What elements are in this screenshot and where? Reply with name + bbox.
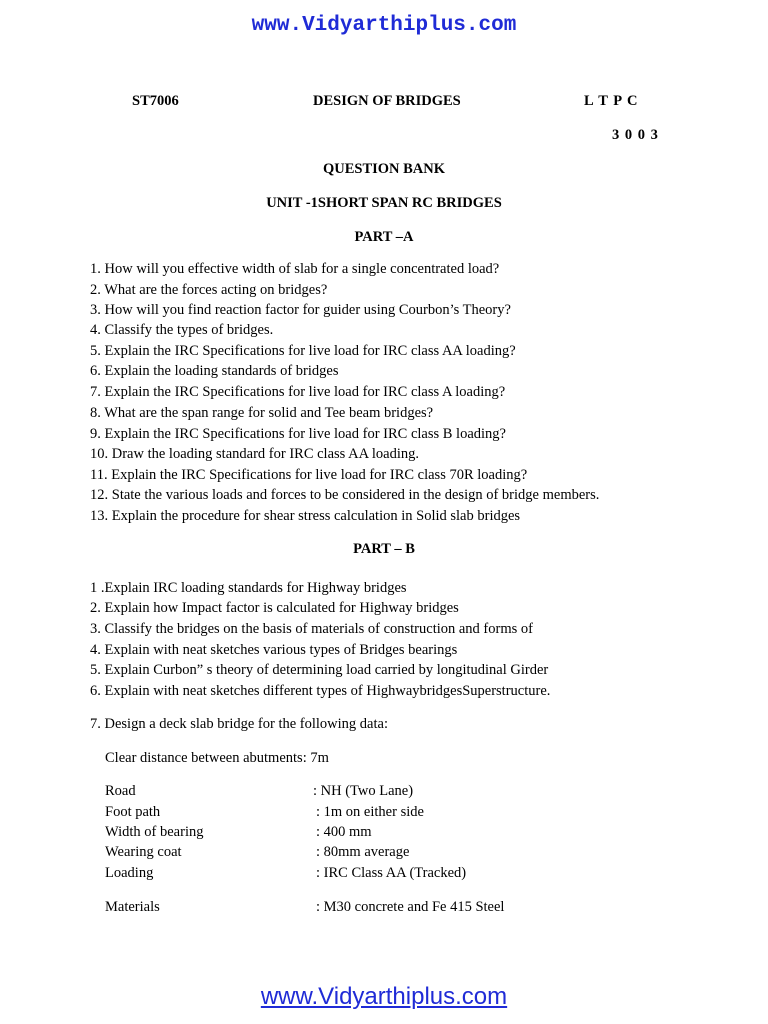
part-a-question: 1. How will you effective width of slab for a single concentrated load? xyxy=(90,261,500,277)
part-a-question: 4. Classify the types of bridges. xyxy=(90,322,274,338)
course-code: ST7006 xyxy=(132,93,179,109)
part-b-question: 5. Explain Curbon” s theory of determining load carried by longitudinal Girder xyxy=(90,662,549,678)
data-label: Foot path xyxy=(105,804,161,820)
part-b-question: 4. Explain with neat sketches various types of Bridges bearings xyxy=(90,642,458,658)
part-b-question: 1 .Explain IRC loading standards for Highway bridges xyxy=(90,580,407,596)
course-title: DESIGN OF BRIDGES xyxy=(313,93,461,109)
part-a-question: 9. Explain the IRC Specifications for live load for IRC class B loading? xyxy=(90,426,506,442)
data-label: Materials xyxy=(105,899,160,915)
data-value: : 1m on either side xyxy=(316,804,424,820)
data-value: : M30 concrete and Fe 415 Steel xyxy=(316,899,505,915)
ltpc-values: 3 0 0 3 xyxy=(612,127,659,143)
unit-title: UNIT -1SHORT SPAN RC BRIDGES xyxy=(266,195,502,211)
footer-website-link[interactable]: www.Vidyarthiplus.com xyxy=(260,983,508,1010)
part-a-question: 6. Explain the loading standards of bridges xyxy=(90,363,339,379)
data-value: : 80mm average xyxy=(316,844,410,860)
part-a-question: 11. Explain the IRC Specifications for live load for IRC class 70R loading? xyxy=(90,467,528,483)
part-a-question: 10. Draw the loading standard for IRC class AA loading. xyxy=(90,446,420,462)
part-a-question: 5. Explain the IRC Specifications for live load for IRC class AA loading? xyxy=(90,343,516,359)
data-label: Width of bearing xyxy=(105,824,204,840)
data-label: Wearing coat xyxy=(105,844,182,860)
part-a-question: 13. Explain the procedure for shear stress calculation in Solid slab bridges xyxy=(90,508,521,524)
part-b-question: 2. Explain how Impact factor is calculated for Highway bridges xyxy=(90,600,459,616)
data-value: : 400 mm xyxy=(316,824,372,840)
data-label: Road xyxy=(105,783,136,799)
part-b-question: 3. Classify the bridges on the basis of materials of construction and forms of xyxy=(90,621,533,637)
data-value: : IRC Class AA (Tracked) xyxy=(316,865,467,881)
part-b-heading: PART – B xyxy=(353,541,415,557)
part-a-question: 3. How will you find reaction factor for guider using Courbon’s Theory? xyxy=(90,302,511,318)
data-value: : NH (Two Lane) xyxy=(313,783,414,799)
part-a-question: 7. Explain the IRC Specifications for live load for IRC class A loading? xyxy=(90,384,506,400)
part-a-question: 8. What are the span range for solid and Tee beam bridges? xyxy=(90,405,434,421)
part-b-question: 6. Explain with neat sketches different types of HighwaybridgesSuperstructure. xyxy=(90,683,551,699)
part-a-heading: PART –A xyxy=(354,229,414,245)
part-a-question: 2. What are the forces acting on bridges? xyxy=(90,282,328,298)
part-a-question: 12. State the various loads and forces to be considered in the design of bridge members. xyxy=(90,487,600,503)
data-label: Loading xyxy=(105,865,154,881)
clear-distance-text: Clear distance between abutments: 7m xyxy=(105,750,329,766)
doc-title: QUESTION BANK xyxy=(322,161,446,177)
part-b-question-7: 7. Design a deck slab bridge for the following data: xyxy=(90,716,388,732)
header-website-link[interactable]: www.Vidyarthiplus.com xyxy=(251,14,517,37)
ltpc-label: L T P C xyxy=(584,93,639,109)
